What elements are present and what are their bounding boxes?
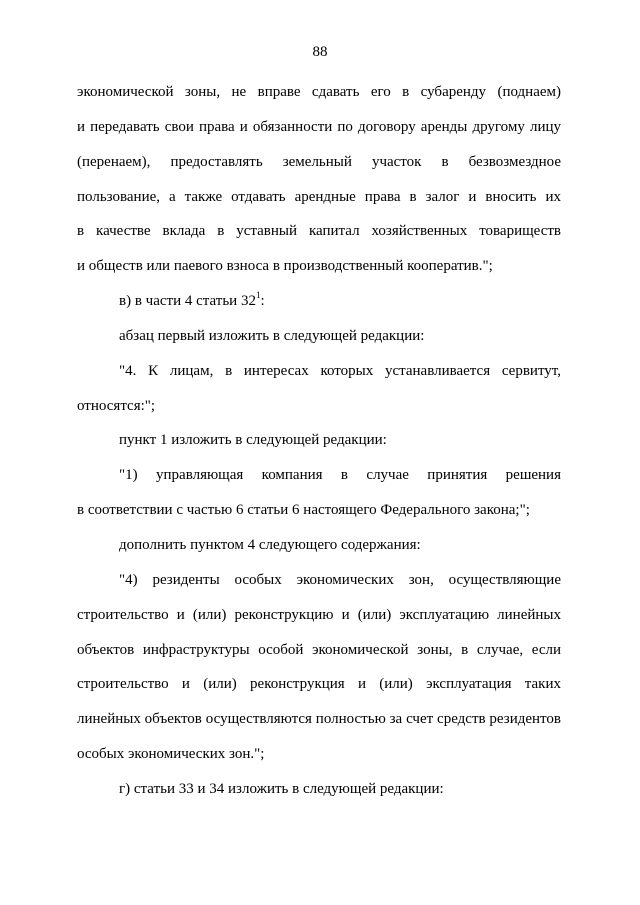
text-line: объектов инфраструктуры особой экономической зоны, в случае, если [77, 641, 561, 658]
document-body [77, 80, 561, 812]
text-line: экономической зоны, не вправе сдавать его в субаренду (поднаем) [77, 84, 561, 100]
text-line: особых экономических зон."; [77, 746, 265, 763]
text-line: относятся:"; [77, 397, 156, 414]
amendment-v-colon: : [260, 293, 265, 310]
page-number: 88 [312, 44, 328, 60]
text-line: "1) управляющая компания в случае принятия решения [119, 467, 561, 484]
text-line: г) статьи 33 и 34 изложить в следующей редакции: [119, 780, 444, 797]
text-line: "4) резиденты особых экономических зон, осуществляющие [119, 571, 561, 588]
text-line: линейных объектов осуществляются полностью за счет средств резидентов [77, 711, 561, 728]
amendment-v-text: в) в части 4 статьи 32 [119, 293, 256, 310]
text-line: пользование, а также отдавать арендные права в залог и вносить их [77, 188, 561, 205]
text-line: дополнить пунктом 4 следующего содержания: [119, 536, 421, 553]
text-line-amendment-v [77, 289, 561, 324]
article-superscript: 1 [255, 290, 261, 301]
text-line: и передавать свои права и обязанности по договору аренды другому лицу [77, 118, 561, 135]
text-line: "4. К лицам, в интересах которых устанавливается сервитут, [119, 362, 561, 379]
text-line: в качестве вклада в уставный капитал хозяйственных товариществ [77, 223, 561, 240]
text-line: строительство и (или) реконструкцию и (или) эксплуатацию линейных [77, 606, 561, 623]
text-line: (перенаем), предоставлять земельный участок в безвозмездное [77, 153, 561, 170]
text-line: и обществ или паевого взноса в производственный кооператив."; [77, 258, 493, 275]
text-line: пункт 1 изложить в следующей редакции: [119, 432, 387, 449]
text-line: в соответствии с частью 6 статьи 6 настоящего Федерального закона;"; [77, 502, 530, 519]
text-line: абзац первый изложить в следующей редакции: [119, 327, 425, 344]
text-line: строительство и (или) реконструкция и (или) эксплуатация таких [77, 676, 561, 693]
